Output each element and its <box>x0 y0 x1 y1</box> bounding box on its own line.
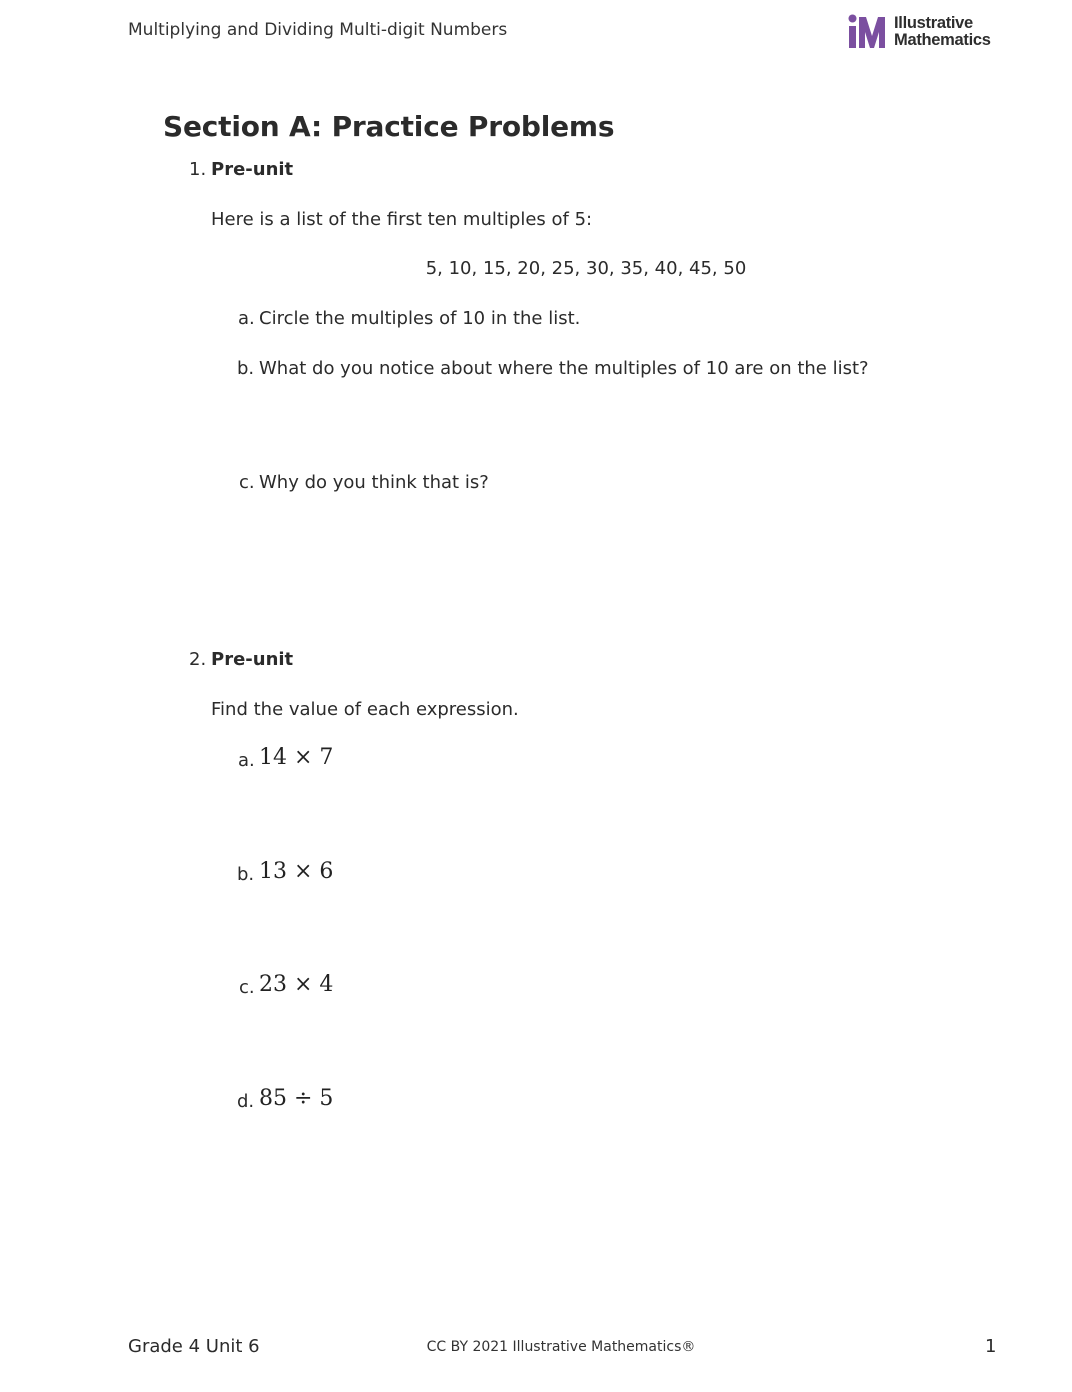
problem-1c-text: Why do you think that is? <box>259 472 489 493</box>
im-logo-icon <box>848 14 888 50</box>
footer-grade-unit: Grade 4 Unit 6 <box>128 1336 260 1357</box>
problem-2d-label: d. <box>237 1091 255 1112</box>
document-header-title: Multiplying and Dividing Multi-digit Numbers <box>128 20 508 40</box>
problem-2c-label: c. <box>239 977 255 998</box>
problem-2a-label: a. <box>238 750 255 771</box>
logo-line-2: Mathematics <box>894 31 991 49</box>
problem-2b-label: b. <box>237 864 255 885</box>
multiples-list: 5, 10, 15, 20, 25, 30, 35, 40, 45, 50 <box>425 258 747 279</box>
problem-2c-expression: 23 × 4 <box>259 972 334 997</box>
problem-1a-text: Circle the multiples of 10 in the list. <box>259 308 581 329</box>
problem-2a-expression: 14 × 7 <box>259 745 334 770</box>
problem-1b-text: What do you notice about where the multiples of 10 are on the list? <box>259 358 869 379</box>
problem-2-number: 2. <box>189 649 207 670</box>
page-number: 1 <box>985 1336 997 1357</box>
problem-1-tag: Pre-unit <box>211 159 294 180</box>
problem-1-intro: Here is a list of the first ten multiples of 5: <box>211 209 593 230</box>
section-title: Section A: Practice Problems <box>163 110 615 143</box>
problem-2-tag: Pre-unit <box>211 649 294 670</box>
illustrative-mathematics-logo <box>848 14 1008 50</box>
footer-license: CC BY 2021 Illustrative Mathematics® <box>426 1339 696 1355</box>
problem-2b-expression: 13 × 6 <box>259 859 334 884</box>
logo-line-1: Illustrative <box>894 14 973 32</box>
problem-1c-label: c. <box>239 472 255 493</box>
problem-2-intro: Find the value of each expression. <box>211 699 519 720</box>
problem-2d-expression: 85 ÷ 5 <box>259 1086 334 1111</box>
problem-1a-label: a. <box>238 308 255 329</box>
problem-1b-label: b. <box>237 358 255 379</box>
problem-1-number: 1. <box>189 159 207 180</box>
